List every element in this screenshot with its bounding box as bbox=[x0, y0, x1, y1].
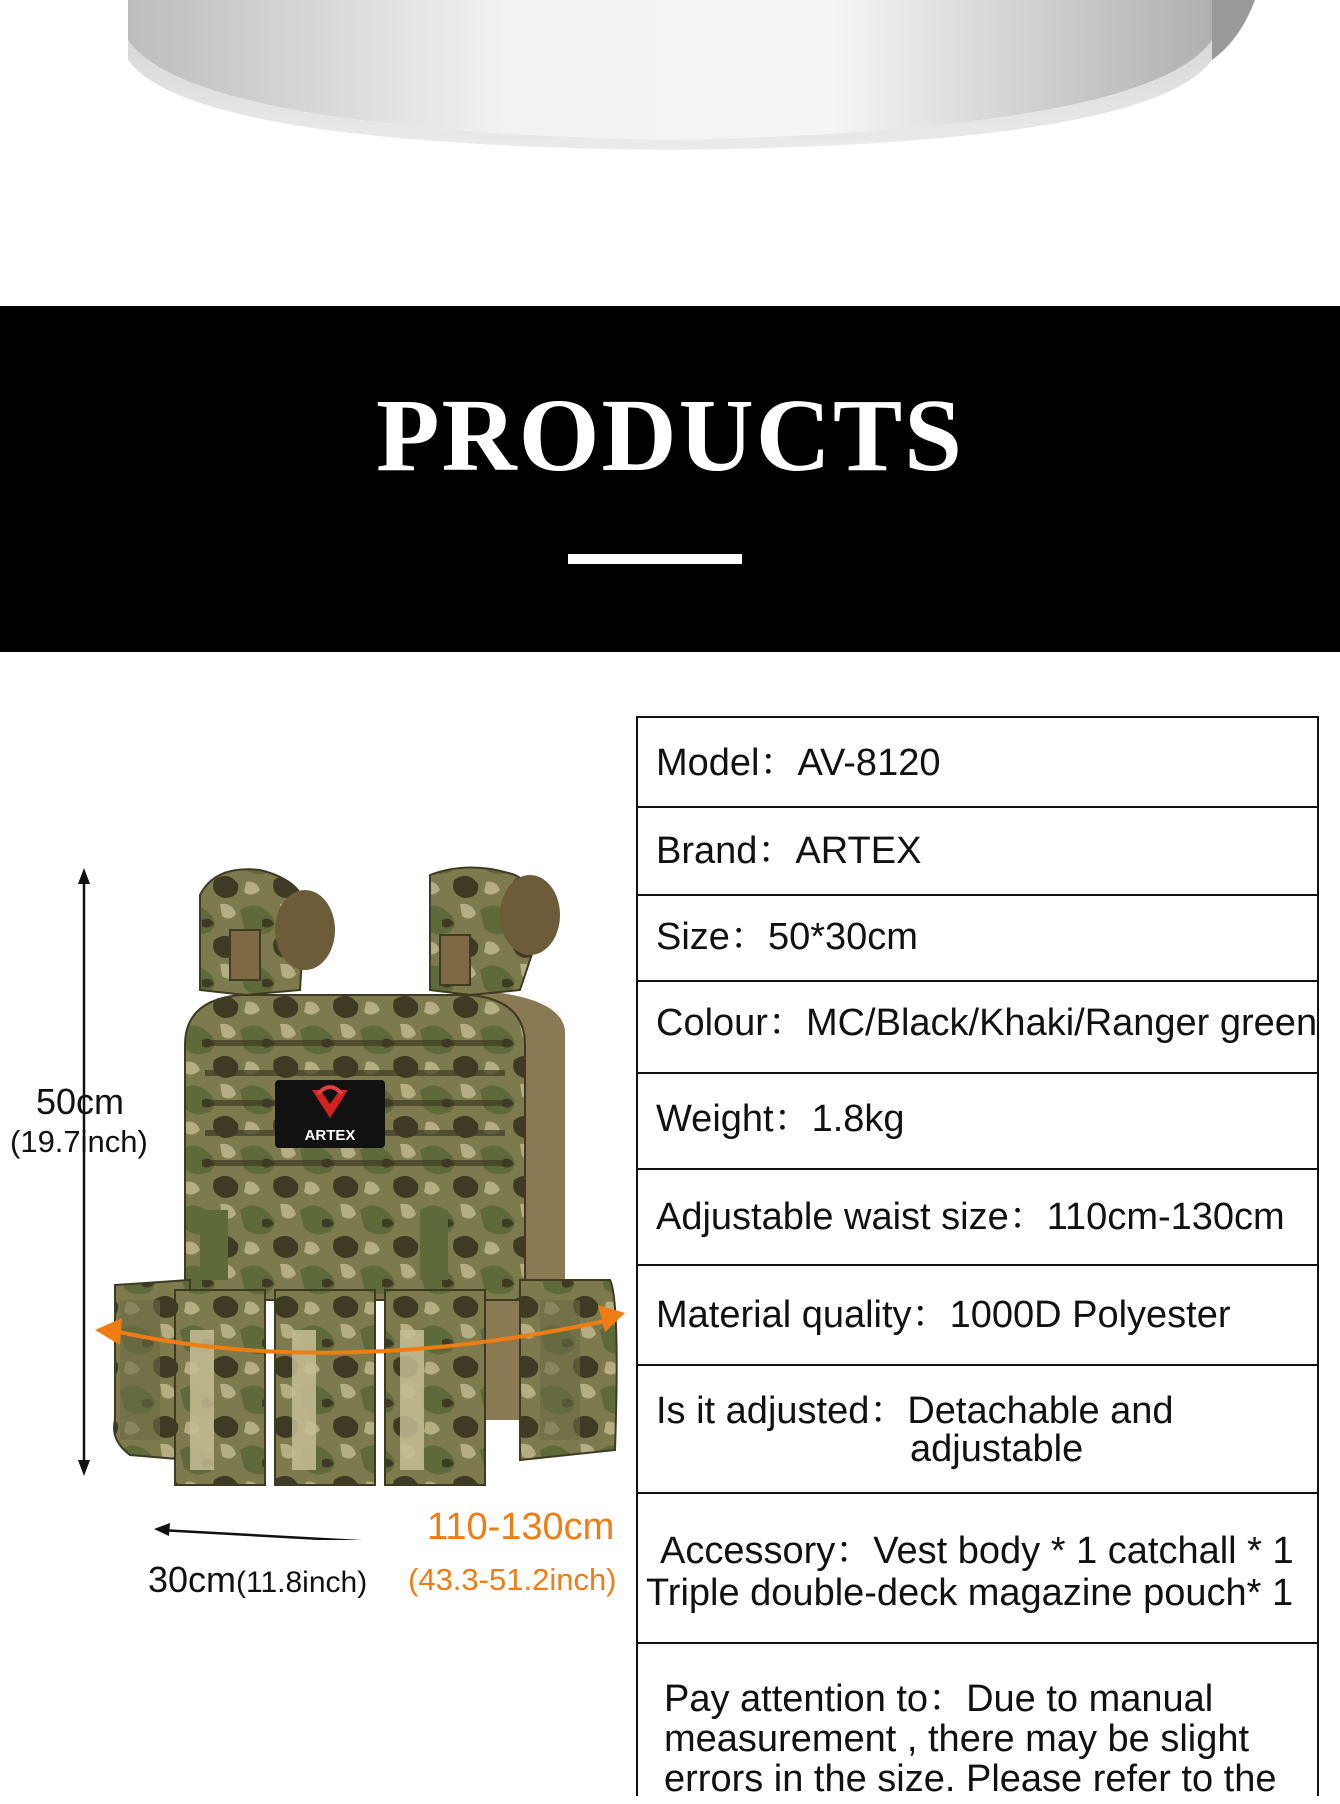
vest-logo-text: ARTEX bbox=[304, 1127, 356, 1144]
spec-label: Size： bbox=[656, 916, 768, 958]
spec-attention bbox=[664, 1678, 1213, 1722]
spec-row-waist bbox=[638, 1170, 1317, 1266]
spec-label: Material quality： bbox=[656, 1294, 950, 1336]
spec-row-attention bbox=[638, 1644, 1317, 1804]
spec-label: Is it adjusted： bbox=[656, 1390, 908, 1432]
spec-material bbox=[656, 1294, 1231, 1338]
spec-row-brand bbox=[638, 808, 1317, 896]
spec-row-adjusted bbox=[638, 1366, 1317, 1494]
spec-value: Vest body * 1 catchall * 1 bbox=[873, 1530, 1294, 1572]
spec-colour bbox=[656, 1002, 1317, 1046]
spec-label: Pay attention to： bbox=[664, 1678, 967, 1720]
width-dimension-value: 30cm bbox=[148, 1559, 237, 1600]
height-dimension-label: 50cm bbox=[36, 1081, 125, 1122]
width-dimension-label bbox=[148, 1559, 368, 1600]
spec-label: Weight： bbox=[656, 1098, 812, 1140]
title-underline bbox=[568, 554, 742, 564]
spec-label: Colour： bbox=[656, 1002, 806, 1044]
spec-row-size bbox=[638, 896, 1317, 982]
spec-row-model bbox=[638, 718, 1317, 808]
spec-model bbox=[656, 742, 940, 786]
spec-value: MC/Black/Khaki/Ranger green bbox=[805, 1002, 1318, 1044]
spec-row-weight bbox=[638, 1074, 1317, 1170]
width-dimension-inch: (11.8inch) bbox=[236, 1566, 368, 1599]
spec-value: AV-8120 bbox=[797, 742, 941, 784]
spec-attention-line2: measurement , there may be slight bbox=[664, 1718, 1250, 1760]
spec-accessory bbox=[660, 1530, 1294, 1574]
spec-value: Due to manual bbox=[966, 1678, 1214, 1720]
spec-row-colour bbox=[638, 982, 1317, 1074]
spec-accessory-line2: Triple double-deck magazine pouch* 1 bbox=[646, 1572, 1294, 1614]
spec-value: ARTEX bbox=[795, 830, 922, 872]
spec-table bbox=[636, 716, 1319, 1800]
waist-dimension-label: 110-130cm bbox=[427, 1506, 615, 1548]
spec-size bbox=[656, 916, 918, 960]
spec-row-accessory bbox=[638, 1494, 1317, 1644]
spec-label: Accessory： bbox=[660, 1530, 874, 1572]
spec-label: Brand： bbox=[656, 830, 796, 872]
spec-value: 50*30cm bbox=[767, 916, 918, 958]
spec-label: Adjustable waist size： bbox=[656, 1196, 1047, 1238]
spec-brand bbox=[656, 830, 921, 874]
section-title: PRODUCTS bbox=[375, 378, 965, 493]
waist-dimension-inch-label: (43.3-51.2inch) bbox=[408, 1562, 617, 1597]
spec-waist bbox=[656, 1196, 1285, 1240]
spec-row-material bbox=[638, 1266, 1317, 1366]
spec-value: 110cm-130cm bbox=[1046, 1196, 1285, 1238]
spec-weight bbox=[656, 1098, 905, 1142]
height-dimension-inch-label: (19.7inch) bbox=[10, 1124, 148, 1159]
spec-adjusted-line2: adjustable bbox=[910, 1428, 1084, 1470]
spec-value: 1000D Polyester bbox=[949, 1294, 1231, 1336]
spec-value: 1.8kg bbox=[811, 1098, 905, 1140]
spec-value: Detachable and bbox=[907, 1390, 1174, 1432]
spec-attention-line3: errors in the size. Please refer to the bbox=[664, 1758, 1277, 1800]
spec-label: Model： bbox=[656, 742, 798, 784]
display-pedestal bbox=[0, 0, 1340, 300]
